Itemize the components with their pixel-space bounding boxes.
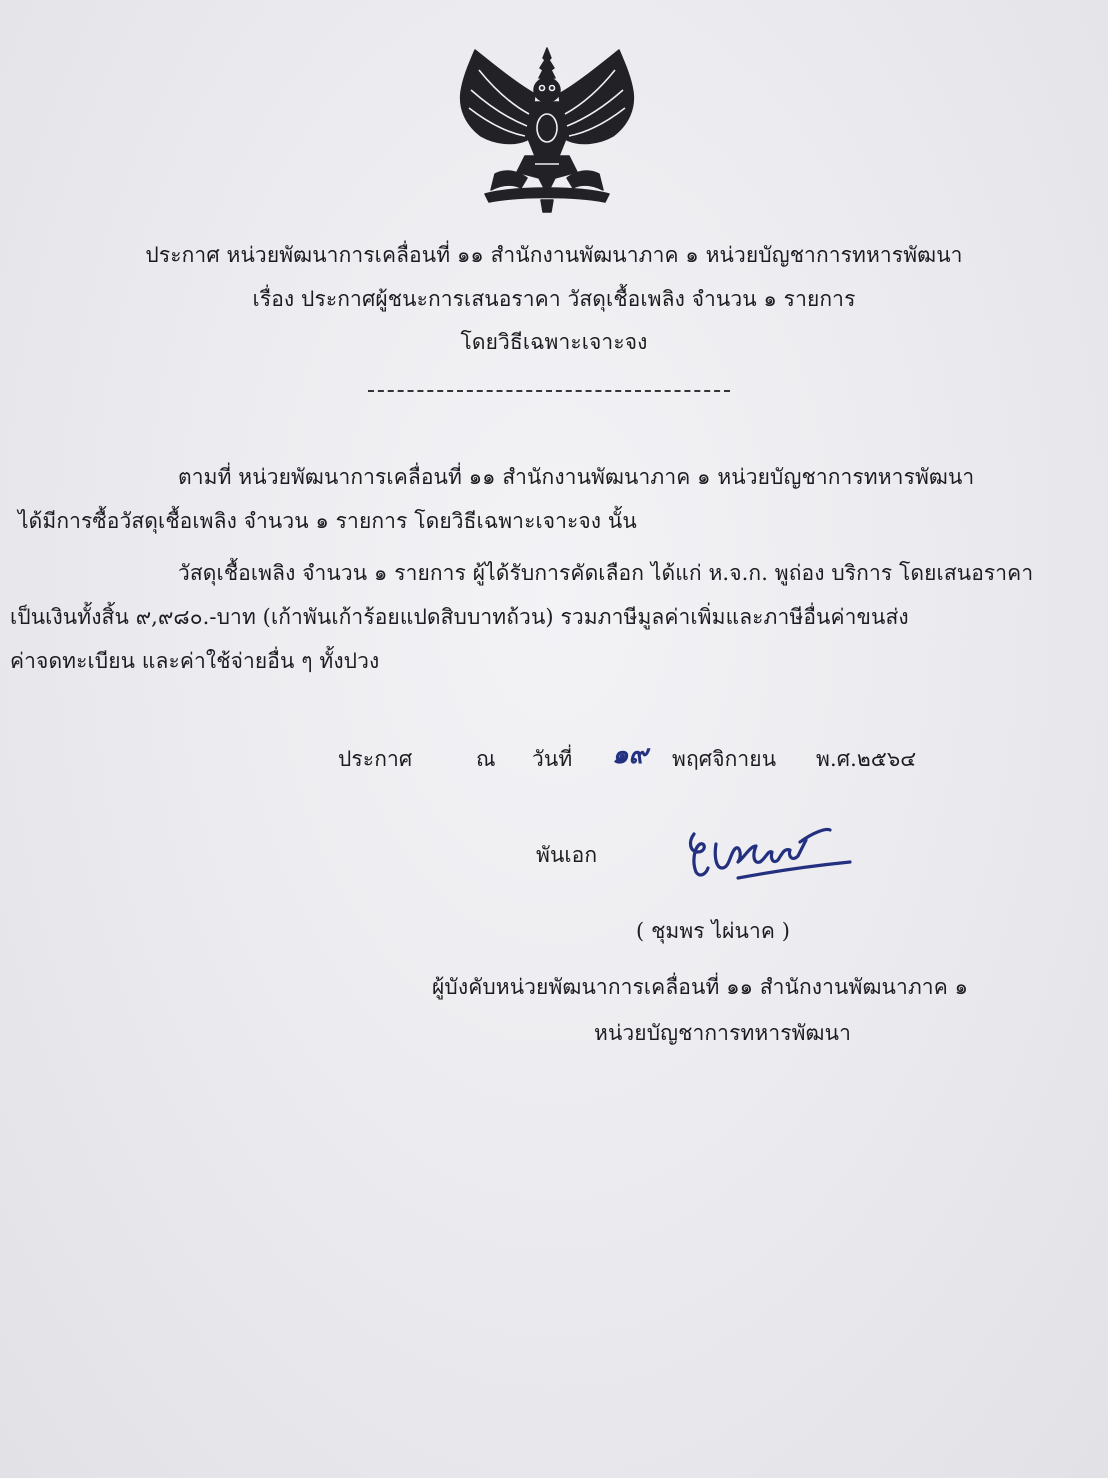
handwritten-signature [680, 822, 855, 887]
date-day-value: ๑๙ [612, 740, 648, 770]
date-year: พ.ศ.๒๕๖๔ [816, 747, 917, 771]
paragraph-1-line-2: ได้มีการซื้อวัสดุเชื้อเพลิง จำนวน ๑ รายการ โดยวิธีเฉพาะเจาะจง นั้น [18, 509, 637, 533]
date-at-label: ณ [476, 747, 496, 771]
signer-rank: พันเอก [536, 843, 598, 867]
signer-name: ( ชุมพร ไผ่นาค ) [636, 919, 791, 943]
paragraph-1-line-1: ตามที่ หน่วยพัฒนาการเคลื่อนที่ ๑๑ สำนักงานพัฒนาภาค ๑ หน่วยบัญชาการทหารพัฒนา [178, 465, 975, 489]
announcement-title: ประกาศ หน่วยพัฒนาการเคลื่อนที่ ๑๑ สำนักงานพัฒนาภาค ๑ หน่วยบัญชาการทหารพัฒนา [145, 243, 963, 267]
garuda-emblem-icon [455, 44, 640, 214]
paragraph-2-line-1: วัสดุเชื้อเพลิง จำนวน ๑ รายการ ผู้ได้รับการคัดเลือก ได้แก่ ห.จ.ก. พูถ่อง บริการ โดยเสนอราคา [178, 561, 1034, 585]
signer-position-line-2: หน่วยบัญชาการทหารพัฒนา [594, 1021, 851, 1045]
subject-line: เรื่อง ประกาศผู้ชนะการเสนอราคา วัสดุเชื้อเพลิง จำนวน ๑ รายการ [252, 287, 856, 311]
signer-position-line-1: ผู้บังคับหน่วยพัฒนาการเคลื่อนที่ ๑๑ สำนักงานพัฒนาภาค ๑ [432, 975, 969, 999]
title-separator [368, 390, 730, 392]
method-line: โดยวิธีเฉพาะเจาะจง [460, 330, 648, 354]
date-announce-label: ประกาศ [338, 747, 413, 771]
paragraph-2-line-2: เป็นเงินทั้งสิ้น ๙,๙๘๐.-บาท (เก้าพันเก้าร้อยแปดสิบบาทถ้วน) รวมภาษีมูลค่าเพิ่มและภาษีอื่นค่าขนส่ง [10, 605, 909, 629]
paragraph-2-line-3: ค่าจดทะเบียน และค่าใช้จ่ายอื่น ๆ ทั้งปวง [10, 649, 380, 673]
date-month: พฤศจิกายน [672, 747, 777, 771]
date-day-label: วันที่ [532, 747, 573, 771]
